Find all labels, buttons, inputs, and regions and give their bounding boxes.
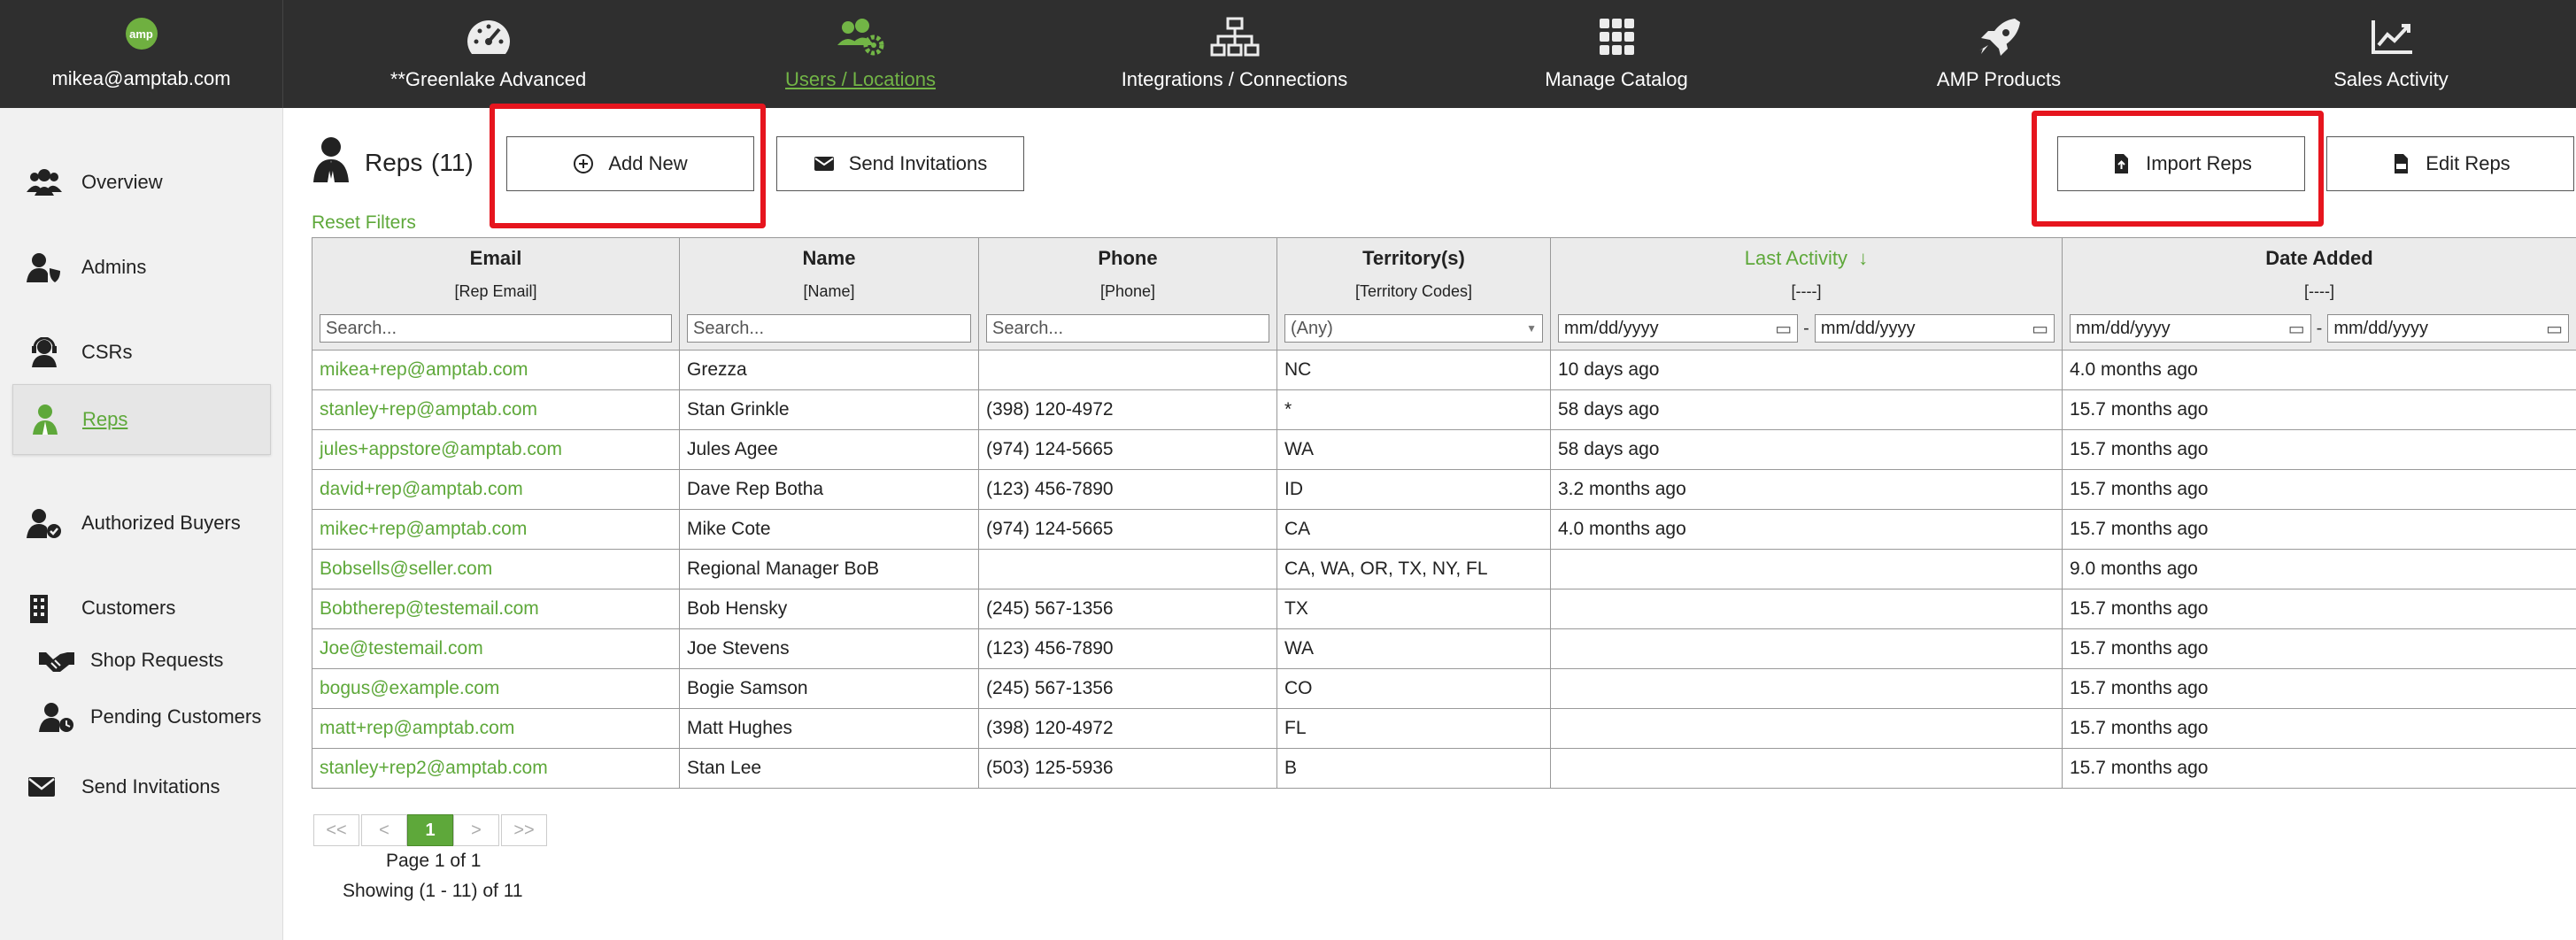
- last-activity-cell: 4.0 months ago: [1551, 510, 2063, 550]
- table-row[interactable]: [312, 351, 2576, 390]
- last-activity-cell: [1551, 629, 2063, 669]
- date-added-cell: 15.7 months ago: [2063, 749, 2576, 789]
- table-row[interactable]: [312, 669, 2576, 709]
- top-navigation: [0, 0, 2576, 108]
- sidebar-item-label: Overview: [81, 171, 163, 193]
- phone-cell: (245) 567-1356: [979, 589, 1277, 629]
- email-cell[interactable]: Bobsells@seller.com: [312, 550, 680, 589]
- prev-page-button[interactable]: <: [361, 814, 407, 846]
- column-subtitle: [Name]: [803, 282, 855, 300]
- date-added-cell: 15.7 months ago: [2063, 430, 2576, 470]
- table-row[interactable]: [312, 550, 2576, 589]
- table-row[interactable]: [312, 510, 2576, 550]
- highlight-import-reps: [2032, 111, 2324, 227]
- last-activity-cell: [1551, 749, 2063, 789]
- sidebar: [0, 108, 283, 940]
- last-activity-cell: [1551, 550, 2063, 589]
- territory-cell: FL: [1277, 709, 1551, 749]
- user-tie-icon: [312, 136, 351, 182]
- email-cell[interactable]: Joe@testemail.com: [312, 629, 680, 669]
- envelope-icon: [27, 772, 62, 802]
- sidebar-item-label: Pending Customers: [90, 705, 262, 728]
- column-title[interactable]: Last Activity ↓: [1744, 247, 1869, 269]
- name-cell: Joe Stevens: [680, 629, 979, 669]
- last-activity-cell: 3.2 months ago: [1551, 470, 2063, 510]
- phone-cell: (398) 120-4972: [979, 390, 1277, 430]
- users-gear-icon: [836, 17, 885, 58]
- nav-item-greenlake[interactable]: [283, 0, 693, 108]
- name-search-input[interactable]: Search...: [687, 314, 971, 343]
- date-added-cell: 4.0 months ago: [2063, 351, 2576, 390]
- territory-cell: CA: [1277, 510, 1551, 550]
- email-cell[interactable]: mikea+rep@amptab.com: [312, 351, 680, 390]
- date-added-cell: 15.7 months ago: [2063, 709, 2576, 749]
- range-separator: -: [2316, 318, 2323, 338]
- phone-cell: (974) 124-5665: [979, 430, 1277, 470]
- date-added-cell: 15.7 months ago: [2063, 669, 2576, 709]
- last-activity-cell: [1551, 589, 2063, 629]
- caret-down-icon: ▼: [1526, 322, 1537, 335]
- table-row[interactable]: [312, 709, 2576, 749]
- last-activity-cell: 58 days ago: [1551, 430, 2063, 470]
- sort-down-arrow-icon: ↓: [1858, 247, 1869, 269]
- name-cell: Stan Grinkle: [680, 390, 979, 430]
- column-subtitle: [----]: [2304, 282, 2334, 300]
- territory-cell: WA: [1277, 629, 1551, 669]
- nav-item-manage-catalog[interactable]: [1441, 0, 1792, 108]
- send-invitations-label: Send Invitations: [848, 152, 988, 174]
- table-row[interactable]: [312, 470, 2576, 510]
- column-subtitle: [Phone]: [1099, 282, 1156, 300]
- range-separator: -: [1803, 318, 1809, 338]
- reset-filters-link[interactable]: Reset Filters: [312, 212, 416, 233]
- calendar-icon: ▭: [2032, 319, 2048, 339]
- handshake-icon: [39, 645, 74, 675]
- date-added-cell: 15.7 months ago: [2063, 470, 2576, 510]
- sidebar-item-label: Admins: [81, 256, 147, 278]
- table-row[interactable]: [312, 390, 2576, 430]
- nav-item-sales-activity[interactable]: [2206, 0, 2576, 108]
- send-invitations-button[interactable]: [776, 136, 1024, 191]
- column-title[interactable]: Phone: [1098, 247, 1158, 269]
- territory-cell: TX: [1277, 589, 1551, 629]
- column-title[interactable]: Date Added: [2265, 247, 2373, 269]
- name-cell: Bogie Samson: [680, 669, 979, 709]
- phone-cell: [979, 351, 1277, 390]
- last-activity-cell: [1551, 669, 2063, 709]
- sidebar-item-pending-customers[interactable]: [12, 682, 271, 752]
- column-date-added: [2063, 238, 2576, 351]
- nav-item-amp-products[interactable]: [1792, 0, 2206, 108]
- date-added-cell: 15.7 months ago: [2063, 390, 2576, 430]
- email-cell[interactable]: Bobtherep@testemail.com: [312, 589, 680, 629]
- territory-cell: CA, WA, OR, TX, NY, FL: [1277, 550, 1551, 589]
- phone-cell: (974) 124-5665: [979, 510, 1277, 550]
- nav-user-email: mikea@amptab.com: [51, 67, 231, 89]
- sidebar-item-label: Reps: [82, 408, 128, 430]
- email-search-input[interactable]: Search...: [320, 314, 672, 343]
- name-cell: Bob Hensky: [680, 589, 979, 629]
- table-row[interactable]: [312, 749, 2576, 789]
- reps-table: [312, 237, 2576, 789]
- rep-count: (11): [431, 149, 474, 176]
- envelope-icon: [814, 153, 835, 174]
- sidebar-item-reps[interactable]: [12, 384, 271, 455]
- user-check-icon: [27, 508, 62, 538]
- highlight-add-new: [490, 104, 766, 228]
- column-last-activity: [1551, 238, 2063, 351]
- rocket-icon: [1974, 17, 2024, 58]
- territory-select[interactable]: (Any) ▼: [1284, 314, 1543, 343]
- dashboard-gauge-icon: [464, 17, 513, 58]
- users-icon: [27, 167, 62, 197]
- column-name: [680, 238, 979, 351]
- edit-reps-button[interactable]: [2326, 136, 2574, 191]
- territory-cell: NC: [1277, 351, 1551, 390]
- last-activity-to-date[interactable]: mm/dd/yyyy ▭: [1815, 314, 2055, 343]
- date-added-cell: 9.0 months ago: [2063, 550, 2576, 589]
- grid-icon: [1592, 17, 1641, 58]
- name-cell: Dave Rep Botha: [680, 470, 979, 510]
- sidebar-item-admins[interactable]: [12, 232, 271, 303]
- table-header-row: [312, 238, 2576, 351]
- first-page-button[interactable]: <<: [313, 814, 359, 846]
- amp-logo: amp: [126, 18, 158, 50]
- email-cell[interactable]: david+rep@amptab.com: [312, 470, 680, 510]
- nav-item-integrations[interactable]: [1028, 0, 1441, 108]
- nav-item-label: Manage Catalog: [1545, 68, 1688, 90]
- nav-item-label: Users / Locations: [785, 68, 936, 90]
- phone-cell: (123) 456-7890: [979, 470, 1277, 510]
- current-page-button[interactable]: 1: [407, 814, 453, 846]
- email-cell[interactable]: mikec+rep@amptab.com: [312, 510, 680, 550]
- last-page-button[interactable]: >>: [501, 814, 547, 846]
- nav-item-label: Sales Activity: [2333, 68, 2449, 90]
- date-added-from-date[interactable]: mm/dd/yyyy ▭: [2070, 314, 2311, 343]
- phone-search-input[interactable]: Search...: [986, 314, 1269, 343]
- territory-cell: CO: [1277, 669, 1551, 709]
- sidebar-item-authorized-buyers[interactable]: [12, 488, 271, 559]
- last-activity-cell: [1551, 709, 2063, 749]
- page-info: Page 1 of 1: [386, 851, 482, 871]
- territory-cell: B: [1277, 749, 1551, 789]
- edit-reps-label: Edit Reps: [2426, 152, 2510, 174]
- table-row[interactable]: [312, 629, 2576, 669]
- email-cell[interactable]: bogus@example.com: [312, 669, 680, 709]
- chart-line-icon: [2366, 17, 2416, 58]
- nav-item-label: Integrations / Connections: [1121, 68, 1348, 90]
- calendar-icon: ▭: [2287, 319, 2305, 339]
- date-added-cell: 15.7 months ago: [2063, 589, 2576, 629]
- email-cell[interactable]: matt+rep@amptab.com: [312, 709, 680, 749]
- territory-cell: *: [1277, 390, 1551, 430]
- name-cell: Mike Cote: [680, 510, 979, 550]
- territory-cell: ID: [1277, 470, 1551, 510]
- sidebar-item-label: Authorized Buyers: [81, 512, 241, 534]
- column-subtitle: [----]: [1791, 282, 1822, 300]
- showing-info: Showing (1 - 11) of 11: [343, 881, 523, 901]
- network-icon: [1210, 17, 1260, 58]
- name-cell: Matt Hughes: [680, 709, 979, 749]
- phone-cell: [979, 550, 1277, 589]
- sidebar-item-csrs[interactable]: [12, 317, 271, 388]
- last-activity-from-date[interactable]: mm/dd/yyyy ▭: [1558, 314, 1798, 343]
- column-title[interactable]: Name: [802, 247, 856, 269]
- user-clock-icon: [39, 702, 74, 732]
- calendar-icon: ▭: [1775, 319, 1793, 339]
- import-reps-label: Import Reps: [2146, 152, 2252, 174]
- table-row[interactable]: [312, 430, 2576, 470]
- phone-cell: (503) 125-5936: [979, 749, 1277, 789]
- name-cell: Jules Agee: [680, 430, 979, 470]
- last-activity-cell: 10 days ago: [1551, 351, 2063, 390]
- phone-cell: (398) 120-4972: [979, 709, 1277, 749]
- territory-cell: WA: [1277, 430, 1551, 470]
- column-phone: [979, 238, 1277, 351]
- phone-cell: (245) 567-1356: [979, 669, 1277, 709]
- table-row[interactable]: [312, 589, 2576, 629]
- name-cell: Grezza: [680, 351, 979, 390]
- sidebar-item-overview[interactable]: [12, 147, 271, 218]
- column-subtitle: [Rep Email]: [454, 282, 537, 300]
- name-cell: Regional Manager BoB: [680, 550, 979, 589]
- nav-user[interactable]: [0, 0, 283, 108]
- email-cell[interactable]: stanley+rep2@amptab.com: [312, 749, 680, 789]
- column-title[interactable]: Territory(s): [1362, 247, 1465, 269]
- column-subtitle: [Territory Codes]: [1354, 282, 1473, 300]
- nav-item-users-locations[interactable]: [693, 0, 1028, 108]
- user-shield-icon: [27, 252, 62, 282]
- calendar-icon: ▭: [2546, 319, 2563, 339]
- add-new-label: Add New: [608, 152, 688, 174]
- building-icon: [27, 593, 62, 623]
- column-email: [312, 238, 680, 351]
- column-territory: [1277, 238, 1551, 351]
- nav-item-label: **Greenlake Advanced: [389, 68, 587, 90]
- name-cell: Stan Lee: [680, 749, 979, 789]
- sidebar-item-label: Shop Requests: [90, 649, 224, 671]
- date-added-to-date[interactable]: mm/dd/yyyy ▭: [2327, 314, 2569, 343]
- user-tie-icon: [27, 405, 63, 435]
- sidebar-item-send-invitations[interactable]: [12, 751, 271, 822]
- phone-cell: (123) 456-7890: [979, 629, 1277, 669]
- nav-item-label: AMP Products: [1936, 68, 2062, 90]
- page-title: Reps: [365, 149, 423, 176]
- date-added-cell: 15.7 months ago: [2063, 510, 2576, 550]
- last-activity-cell: 58 days ago: [1551, 390, 2063, 430]
- file-csv-icon: [2390, 153, 2411, 174]
- sidebar-item-label: Send Invitations: [81, 775, 220, 797]
- email-cell[interactable]: stanley+rep@amptab.com: [312, 390, 680, 430]
- sidebar-item-label: CSRs: [81, 341, 133, 363]
- date-added-cell: 15.7 months ago: [2063, 629, 2576, 669]
- sidebar-item-label: Customers: [81, 597, 176, 619]
- next-page-button[interactable]: >: [453, 814, 499, 846]
- column-title[interactable]: Email: [469, 247, 522, 269]
- email-cell[interactable]: jules+appstore@amptab.com: [312, 430, 680, 470]
- headset-icon: [27, 337, 62, 367]
